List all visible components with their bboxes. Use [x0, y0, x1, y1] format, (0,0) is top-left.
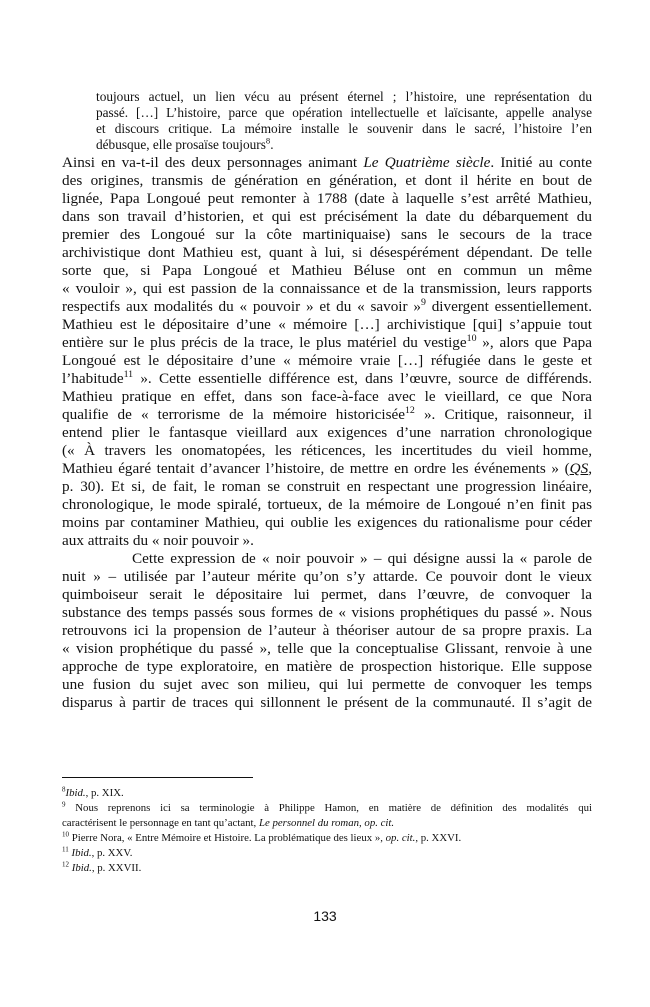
paragraph-line — [62, 622, 592, 640]
paragraph-line — [62, 352, 592, 370]
text-run: sorte que, si Papa Longoué et Mathieu Béluse ont en commun un même — [62, 262, 592, 279]
text-run: . — [270, 137, 274, 152]
text-run: passé. […] L’histoire, parce que opération intellectuelle et laïcisante, appelle analyse — [96, 105, 592, 120]
text-run: respectifs aux modalités du « pouvoir » et du « savoir » — [62, 298, 421, 315]
body-text — [62, 154, 592, 712]
text-run: moins par contaminer Mathieu, qui oublie les exigences du rationalisme pour céder — [62, 514, 592, 531]
paragraph-line — [62, 640, 592, 658]
text-run: et discours critique. La mémoire installe le souvenir dans le sacré, l’histoire l’en — [96, 121, 592, 136]
text-run: retrouvons ici la propension de l’auteur à théoriser autour de sa propre praxis. La — [62, 622, 592, 639]
quote-line — [96, 105, 592, 121]
footnote-ref: 8 — [265, 135, 271, 146]
text-run: , p. XXVII. — [91, 862, 142, 874]
text-run: substance des temps passés sous formes de « visions prophétiques du passé ». Nous — [62, 604, 592, 621]
paragraph-line — [62, 676, 592, 694]
paragraph-line — [62, 604, 592, 622]
text-run: chronologique, le mode spiralé, tortueux, de la mémoire de Longoué n’en finit pas — [62, 496, 592, 513]
text-run: premier des Longoué sur la côte martiniquaise) sans le secours de la trace — [62, 226, 592, 243]
text-run: une fusion du sujet avec son milieu, qui lui permette de convoquer les temps — [62, 676, 592, 693]
text-run: Mathieu pratique en effet, dans son face-à-face avec le vieillard, ce que Nora — [62, 388, 592, 405]
footnote-ref: 8 — [62, 785, 66, 794]
text-run: « vouloir », qui est passion de la connaissance et de la transmission, leurs rapports — [62, 280, 592, 297]
quote-line — [96, 89, 592, 105]
text-run: débusque, elle prosaïse toujours — [96, 137, 266, 152]
text-run: Ainsi en va-t-il des deux personnages animant — [62, 154, 364, 171]
paragraph-line — [62, 226, 592, 244]
quote-line — [96, 121, 592, 137]
paragraph-line — [62, 694, 592, 712]
paragraph-line — [62, 568, 592, 586]
paragraph-line — [62, 658, 592, 676]
text-run: Mathieu égaré tentait d’avancer l’histoire, de mettre en ordre les événements » ( — [62, 460, 570, 477]
text-run: Mathieu est le dépositaire d’une « mémoire […] archivistique [qui] s’appuie tout — [62, 316, 592, 333]
italic-text: Le Quatrième siècle — [363, 154, 491, 171]
footnote-line — [62, 786, 592, 801]
paragraph-line — [62, 262, 592, 280]
paragraph-line — [62, 172, 592, 190]
text-run: , p. XXVI. — [415, 832, 462, 844]
text-run: lignée, Papa Longoué peut remonter à 1788 (date à laquelle s’est arrêté Mathieu, — [62, 190, 592, 207]
text-run: archivistique dont Mathieu est, quant à lui, si désespérément dépendant. De telle — [62, 244, 592, 261]
footnote-ref: 11 — [123, 368, 134, 380]
text-run: entend plier le fantasque vieillard aux exigences d’une narration chronologique — [62, 424, 592, 441]
text-run: Longoué est le dépositaire d’une « mémoire vraie […] réfugiée dans le geste et — [62, 352, 592, 369]
text-run: Pierre Nora, « Entre Mémoire et Histoire. La problématique des lieux », — [69, 832, 386, 844]
footnote-ref: 9 — [420, 296, 426, 308]
footnote-line — [62, 861, 592, 876]
text-run: . Initié au conte — [490, 154, 592, 171]
quote-line — [96, 137, 592, 153]
text-run: Cette expression de « noir pouvoir » – qui désigne aussi la « parole de — [132, 550, 592, 567]
paragraph-line — [62, 586, 592, 604]
paragraph — [62, 550, 592, 712]
text-run: approche de type exploratoire, en matière de prospection historique. Elle suppose — [62, 658, 592, 675]
paragraph-line — [62, 316, 592, 334]
text-run: , p. XXV. — [91, 847, 133, 859]
text-run: aux attraits du « noir pouvoir ». — [62, 532, 254, 549]
paragraph — [62, 154, 592, 550]
paragraph-line — [62, 442, 592, 460]
text-run: (« À travers les onomatopées, les réticences, les incertitudes du vieil homme, — [62, 442, 592, 459]
text-run: disparus à partir de traces qui sillonnent le présent de la communauté. Il s’agit de — [62, 694, 592, 711]
page-number: 133 — [313, 908, 337, 924]
text-run: qualifie de « terrorisme de la mémoire historicisée — [62, 406, 405, 423]
paragraph-line — [62, 478, 592, 496]
text-run: », alors que Papa — [476, 334, 592, 351]
footnote-ref: 12 — [404, 404, 415, 416]
paragraph-line — [62, 334, 592, 352]
paragraph-line — [62, 208, 592, 226]
text-run: ». Cette essentielle différence est, dans l’œuvre, source de différends. — [133, 370, 592, 387]
paragraph-line — [62, 460, 592, 478]
text-run: Nous reprenons ici sa terminologie à Philippe Hamon, en matière de définition des modalités qui — [65, 802, 592, 814]
block-quote — [96, 89, 592, 153]
paragraph-line — [62, 532, 592, 550]
text-run: quimboiseur serait le dépositaire lui permet, dans l’œuvre, de convoquer la — [62, 586, 592, 603]
paragraph-line — [62, 280, 592, 298]
footnote-line — [62, 846, 592, 861]
text-run: nuit » – utilisée par l’auteur mérite qu’on s’y attarde. Ce pouvoir dont le vieux — [62, 568, 592, 585]
footnote-line — [62, 831, 592, 846]
footnote-ref: 11 — [62, 845, 69, 854]
paragraph-line — [62, 388, 592, 406]
text-run: , p. XIX. — [85, 787, 124, 799]
italic-text: Ibid. — [71, 862, 92, 874]
italic-text: op. cit. — [385, 832, 416, 844]
footnote-ref: 9 — [62, 800, 66, 809]
footnote-line — [62, 801, 592, 816]
text-run: , — [588, 460, 592, 477]
text-run: toujours actuel, un lien vécu au présent éternel ; l’histoire, une représentation du — [96, 89, 592, 104]
italic-abbreviation: QS — [569, 460, 589, 477]
text-run: ». Critique, raisonneur, il — [414, 406, 592, 423]
paragraph-line — [62, 298, 592, 316]
text-run: dans son travail d’historien, et qui est précisément la date du débarquement du — [62, 208, 592, 225]
text-run: « vision prophétique du passé », telle que la conceptualise Glissant, renvoie à une — [62, 640, 592, 657]
paragraph-line — [62, 496, 592, 514]
footnote-ref: 10 — [62, 830, 70, 839]
italic-text: Le personnel du roman, op. cit. — [258, 817, 395, 829]
text-run: divergent essentiellement. — [425, 298, 593, 315]
text-run: des origines, transmis de génération en génération, et dont il hérite en bout de — [62, 172, 592, 189]
text-run: entière sur le plus précis de la trace, le plus matériel du vestige — [62, 334, 467, 351]
text-run: p. 30). Et si, de fait, le roman se construit en respectant une progression linéaire, — [62, 478, 592, 495]
text-run: l’habitude — [62, 370, 124, 387]
paragraph-line — [62, 550, 592, 568]
paragraph-line — [62, 190, 592, 208]
footnote-ref: 12 — [62, 860, 70, 869]
footnote-separator — [62, 777, 253, 778]
footnote-ref: 10 — [466, 332, 477, 344]
footnotes — [62, 786, 592, 876]
paragraph-line — [62, 514, 592, 532]
paragraph-line — [62, 244, 592, 262]
paragraph-line — [62, 424, 592, 442]
paragraph-line — [62, 406, 592, 424]
text-run: caractérisent le personnage en tant qu’actant, — [62, 817, 259, 829]
footnote-line — [62, 816, 592, 831]
paragraph-line — [62, 370, 592, 388]
paragraph-line — [62, 154, 592, 172]
italic-text: Ibid. — [65, 787, 86, 799]
italic-text: Ibid. — [71, 847, 92, 859]
